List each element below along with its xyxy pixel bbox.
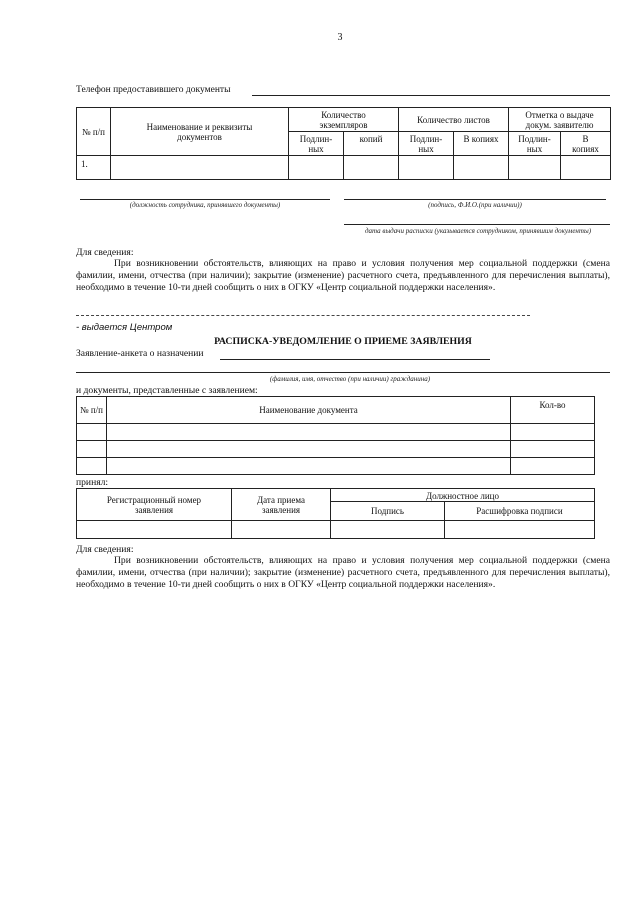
subheader-in-copies: В копиях xyxy=(454,132,509,156)
info-text xyxy=(76,258,610,293)
fio-hint: (фамилия, имя, отчество (при наличии) гражданина) xyxy=(269,375,431,383)
row-number: 1. xyxy=(77,156,111,180)
cell-quantity[interactable] xyxy=(511,424,595,441)
cell-quantity[interactable] xyxy=(511,458,595,475)
info-title: Для сведения: xyxy=(76,544,134,555)
header-accept-date: Дата приема заявления xyxy=(232,489,331,521)
receipt-title: РАСПИСКА-УВЕДОМЛЕНИЕ О ПРИЕМЕ ЗАЯВЛЕНИЯ xyxy=(214,336,472,347)
cell-number[interactable] xyxy=(77,458,107,475)
cell-originals-sheets[interactable] xyxy=(399,156,454,180)
subheader-copies: копий xyxy=(344,132,399,156)
cell-copies[interactable] xyxy=(344,156,399,180)
table-row xyxy=(77,521,595,539)
accepted-label: принял: xyxy=(76,477,109,488)
cell-doc-name[interactable] xyxy=(107,424,511,441)
date-line xyxy=(344,224,610,225)
header-quantity: Кол-во xyxy=(511,397,595,424)
info-title: Для сведения: xyxy=(76,247,134,258)
cell-accept-date[interactable] xyxy=(232,521,331,539)
application-underline xyxy=(220,359,490,360)
docs-presented-label: и документы, представленные с заявлением: xyxy=(76,385,258,396)
page-number: 3 xyxy=(337,32,343,43)
header-sheets-count: Количество листов xyxy=(399,108,509,132)
cell-in-copies-issued[interactable] xyxy=(561,156,611,180)
cell-quantity[interactable] xyxy=(511,441,595,458)
subheader-originals-issued: Подлин-ных xyxy=(509,132,561,156)
header-number: № п/п xyxy=(77,397,107,424)
subheader-originals-sheets: Подлин-ных xyxy=(399,132,454,156)
subheader-originals: Подлин-ных xyxy=(289,132,344,156)
date-hint: дата выдачи расписки (указывается сотрудником, принявшим документы) xyxy=(364,227,592,235)
acceptance-table xyxy=(76,488,595,539)
header-signature: Подпись xyxy=(331,502,445,521)
info-block-2 xyxy=(76,544,610,590)
header-number: № п/п xyxy=(77,108,111,156)
header-doc-name: Наименование документа xyxy=(107,397,511,424)
info-text-content: При возникновении обстоятельств, влияющих на право и условия получения мер социальной поддержки (смена фамилии, имени, отчества (при наличии); закрытие (изменение) расчетного счета, предъявленного для перечисления выплаты), необходимо в течение 10-ти дней сообщить о них в ОГКУ «Центр социальной поддержки населения». xyxy=(76,555,610,590)
cell-doc-name[interactable] xyxy=(107,441,511,458)
table-row xyxy=(77,458,595,475)
phone-label: Телефон предоставившего документы xyxy=(76,85,231,95)
position-hint: (должность сотрудника, принявшего документы) xyxy=(129,201,281,209)
table-row xyxy=(77,441,595,458)
header-copies-count: Количество экземпляров xyxy=(289,108,399,132)
issued-note: - выдается Центром xyxy=(76,322,173,333)
fio-line xyxy=(76,372,610,373)
cell-signature[interactable] xyxy=(331,521,445,539)
info-block-1 xyxy=(76,247,610,293)
cell-doc-name[interactable] xyxy=(111,156,289,180)
subheader-in-copies-issued: В копиях xyxy=(561,132,611,156)
cell-number[interactable] xyxy=(77,441,107,458)
cell-registration-number[interactable] xyxy=(77,521,232,539)
phone-underline xyxy=(252,95,610,96)
header-signature-decode: Расшифровка подписи xyxy=(445,502,595,521)
cell-signature-decode[interactable] xyxy=(445,521,595,539)
info-text-content: При возникновении обстоятельств, влияющих на право и условия получения мер социальной поддержки (смена фамилии, имени, отчества (при наличии); закрытие (изменение) расчетного счета, предъявленного для перечисления выплаты), необходимо в течение 10-ти дней сообщить о них в ОГКУ «Центр социальной поддержки населения». xyxy=(76,258,610,293)
application-label: Заявление-анкета о назначении xyxy=(76,348,204,359)
info-text xyxy=(76,555,610,590)
header-official: Должностное лицо xyxy=(331,489,595,502)
cell-doc-name[interactable] xyxy=(107,458,511,475)
cell-number[interactable] xyxy=(77,424,107,441)
signature-hint: (подпись, Ф.И.О.(при наличии)) xyxy=(428,201,522,209)
header-doc-name: Наименование и реквизиты документов xyxy=(111,108,289,156)
cut-line xyxy=(76,315,530,316)
documents-table xyxy=(76,107,611,180)
header-issue-mark: Отметка о выдаче докум. заявителю xyxy=(509,108,611,132)
presented-docs-table xyxy=(76,396,595,475)
position-line xyxy=(80,199,330,200)
signature-line xyxy=(344,199,606,200)
cell-in-copies[interactable] xyxy=(454,156,509,180)
table-row xyxy=(77,424,595,441)
table-row xyxy=(77,156,611,180)
header-registration-number: Регистрационный номер заявления xyxy=(77,489,232,521)
cell-originals-issued[interactable] xyxy=(509,156,561,180)
cell-originals[interactable] xyxy=(289,156,344,180)
